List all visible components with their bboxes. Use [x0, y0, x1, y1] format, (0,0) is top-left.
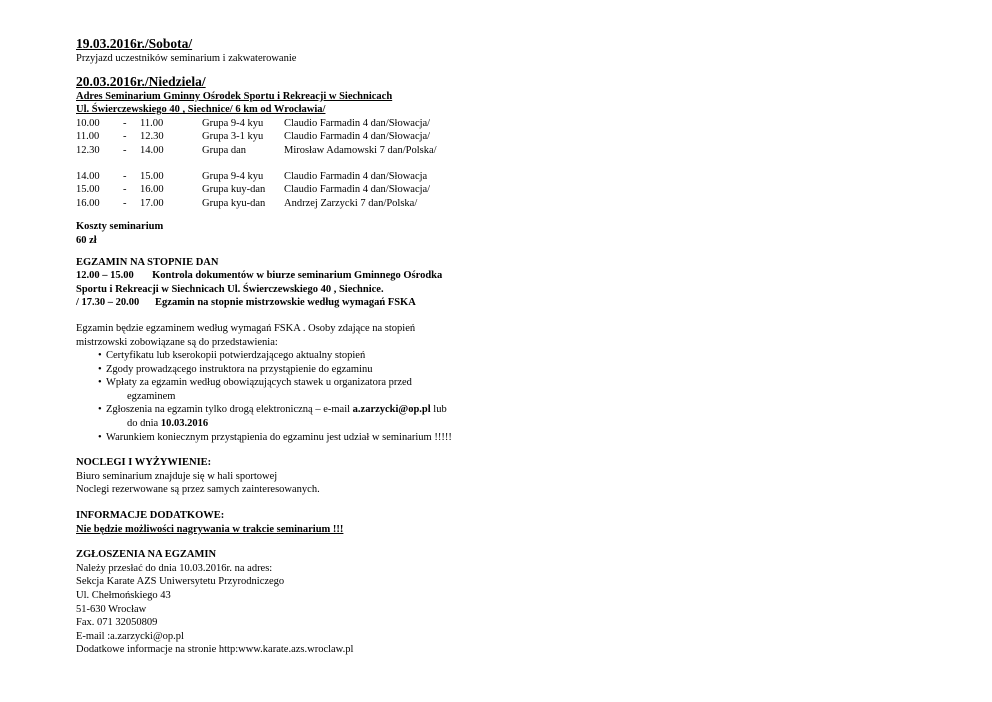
seminar-address-line2: Ul. Świerczewskiego 40 , Siechnice/ 6 km od Wrocławia/: [76, 104, 326, 116]
applications-line: 51-630 Wrocław: [76, 603, 147, 615]
applications-line: Sekcja Karate AZS Uniwersytetu Przyrodniczego: [76, 576, 285, 588]
day1-heading: 19.03.2016r./Sobota/: [76, 36, 193, 51]
list-item-cont: [106, 417, 676, 431]
exam-time1: 12.00 – 15.00: [76, 270, 134, 282]
dash: -: [123, 131, 127, 143]
applications-line: Ul. Chełmońskiego 43: [76, 590, 171, 601]
exam-time2: / 17.30 – 20.00: [76, 297, 140, 309]
applications-line: Należy przesłać do dnia 10.03.2016r. na adres:: [76, 562, 273, 574]
end-time: 11.00: [140, 117, 164, 129]
document-page: [76, 36, 676, 657]
exam-line2: Sportu i Rekreacji w Siechnicach Ul. Świerczewskiego 40 , Siechnice.: [76, 283, 384, 295]
dash: -: [123, 170, 127, 182]
group: Grupa kyu-dan: [202, 197, 266, 209]
exam-line1: [76, 269, 676, 283]
end-time: 14.00: [140, 144, 164, 156]
applications-line: Fax. 071 32050809: [76, 617, 158, 629]
group: Grupa 9-4 kyu: [202, 117, 264, 129]
group: Grupa dan: [202, 144, 247, 156]
schedule-row: [76, 170, 676, 184]
instructor: Claudio Farmadin 4 dan/Słowacja/: [284, 117, 431, 129]
start-time: 11.00: [76, 131, 100, 143]
instructor: Claudio Farmadin 4 dan/Słowacja: [284, 170, 428, 182]
schedule-row: [76, 197, 676, 211]
day1-line: Przyjazd uczestników seminarium i zakwaterowanie: [76, 53, 297, 64]
applications-website[interactable]: Dodatkowe informacje na stronie http:www.karate.azs.wroclaw.pl: [76, 644, 354, 656]
start-time: 15.00: [76, 184, 100, 196]
applications-email[interactable]: E-mail :a.zarzycki@op.pl: [76, 630, 184, 642]
deadline-date: 10.03.2016: [160, 418, 209, 430]
list-item: • Certyfikatu lub kserokopii potwierdzającego aktualny stopień: [98, 349, 676, 363]
end-time: 12.30: [140, 131, 164, 143]
schedule-row: [76, 144, 676, 158]
exam-title: EGZAMIN NA STOPNIE DAN: [76, 256, 219, 268]
list-item-text: Zgłoszenia na egzamin tylko drogą elektroniczną – e-mail: [106, 404, 353, 416]
list-item-text: do dnia: [127, 418, 161, 430]
schedule-row: [76, 130, 676, 144]
seminar-address-line1: Adres Seminarium Gminny Ośrodek Sportu i Rekreacji w Siechnicach: [76, 90, 393, 102]
start-time: 14.00: [76, 170, 100, 182]
dash: -: [123, 117, 127, 129]
applications-title: ZGŁOSZENIA NA EGZAMIN: [76, 549, 217, 561]
start-time: 16.00: [76, 197, 100, 209]
start-time: 10.00: [76, 117, 100, 129]
costs-amount: 60 zł: [76, 234, 97, 246]
end-time: 17.00: [140, 197, 164, 209]
schedule-afternoon: [76, 170, 676, 211]
dash: -: [123, 184, 127, 196]
lodging-line1: Biuro seminarium znajduje się w hali sportowej: [76, 470, 278, 482]
lodging-line2: Noclegi rezerwowane są przez samych zainteresowanych.: [76, 484, 320, 496]
dash: -: [123, 144, 127, 156]
instructor: Claudio Farmadin 4 dan/Słowacja/: [284, 131, 431, 143]
end-time: 16.00: [140, 184, 164, 196]
lodging-title: NOCLEGI I WYŻYWIENIE:: [76, 457, 212, 469]
list-item-text: lub: [430, 404, 447, 416]
group: Grupa kuy-dan: [202, 184, 266, 196]
list-item-text: Wpłaty za egzamin według obowiązujących stawek u organizatora przed: [106, 377, 412, 389]
exam-text1: Kontrola dokumentów w biurze seminarium Gminnego Ośrodka: [152, 270, 443, 282]
dash: -: [123, 197, 127, 209]
schedule-row: [76, 117, 676, 131]
day2-heading: 20.03.2016r./Niedziela/: [76, 73, 206, 89]
exam-para2: mistrzowski zobowiązane są do przedstawienia:: [76, 336, 278, 348]
exam-requirements-list: [76, 349, 676, 444]
exam-para1: Egzamin będzie egzaminem według wymagań FSKA . Osoby zdające na stopień: [76, 322, 416, 334]
exam-email[interactable]: a.zarzycki@op.pl: [352, 404, 431, 416]
exam-line3: [76, 296, 676, 310]
list-item: • Zgody prowadzącego instruktora na przystąpienie do egzaminu: [98, 363, 676, 377]
instructor: Mirosław Adamowski 7 dan/Polska/: [284, 144, 437, 156]
group: Grupa 9-4 kyu: [202, 170, 264, 182]
exam-text2: Egzamin na stopnie mistrzowskie według wymagań FSKA: [155, 297, 416, 309]
schedule-row: [76, 183, 676, 197]
costs-title: Koszty seminarium: [76, 221, 164, 233]
info-title: INFORMACJE DODATKOWE:: [76, 510, 225, 522]
list-item: [98, 376, 676, 403]
start-time: 12.30: [76, 144, 100, 156]
instructor: Claudio Farmadin 4 dan/Słowacja/: [284, 184, 431, 196]
list-item-cont: egzaminem: [127, 390, 176, 402]
list-item: [98, 403, 676, 430]
list-item: • Warunkiem koniecznym przystąpienia do egzaminu jest udział w seminarium !!!!!: [98, 431, 676, 445]
group: Grupa 3-1 kyu: [202, 131, 264, 143]
instructor: Andrzej Zarzycki 7 dan/Polska/: [284, 197, 418, 209]
end-time: 15.00: [140, 170, 164, 182]
schedule-morning: [76, 117, 676, 158]
info-line1: Nie będzie możliwości nagrywania w trakcie seminarium !!!: [76, 523, 344, 535]
